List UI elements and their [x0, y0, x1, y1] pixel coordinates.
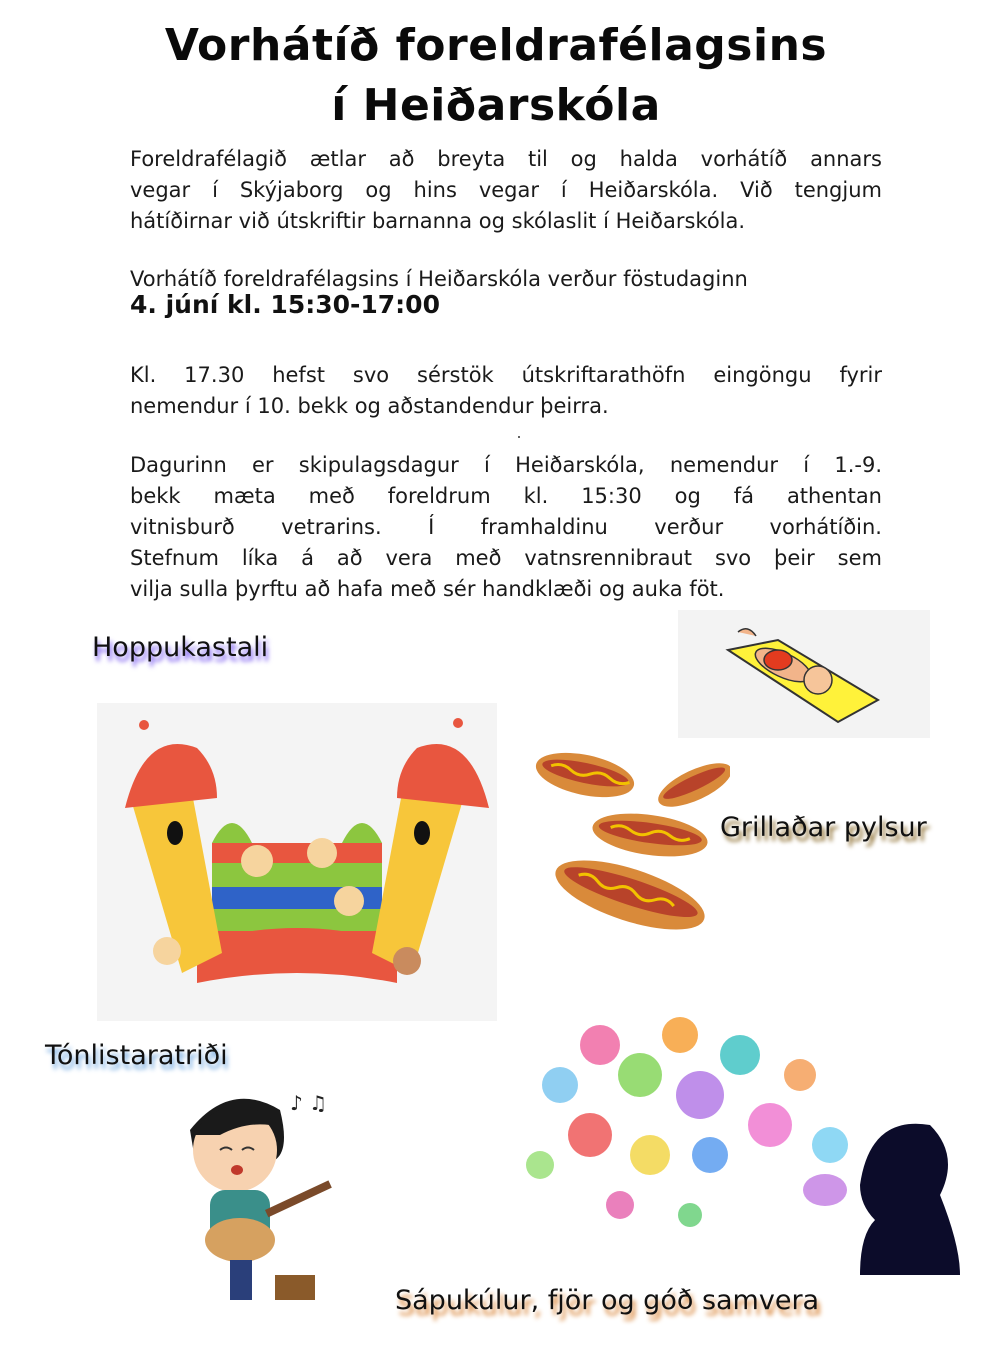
title-line-1: Vorhátíð foreldrafélagsins: [164, 20, 828, 71]
label-bubbles: Sápukúlur, fjör og góð samvera: [395, 1285, 820, 1316]
label-bouncy-castle: Hoppukastali: [92, 632, 269, 663]
soap-bubbles-image: [500, 985, 970, 1275]
graduation-line: nemendur í 10. bekk og aðstandendur þeirra.: [130, 394, 609, 418]
intro-line: vegar í Skýjaborg og hins vegar í Heiðarskóla. Við tengjum: [130, 178, 882, 202]
intro-paragraph: [130, 144, 882, 237]
water-slide-kid-image: [678, 610, 930, 738]
hotdogs-image: [530, 740, 730, 940]
graduation-line: Kl. 17.30 hefst svo sérstök útskriftarathöfn eingöngu fyrir: [130, 363, 882, 387]
svg-text:♪ ♫: ♪ ♫: [290, 1091, 328, 1115]
label-hotdogs: Grillaðar pylsur: [720, 812, 927, 843]
bouncy-castle-image: [97, 703, 497, 1021]
graduation-paragraph: [130, 360, 882, 422]
details-line: vilja sulla þyrftu að hafa með sér handklæði og auka föt.: [130, 577, 725, 601]
title-line-2: í Heiðarskóla: [331, 80, 661, 131]
event-date: 4. júní kl. 15:30-17:00: [130, 290, 440, 319]
details-line: Dagurinn er skipulagsdagur í Heiðarskóla, nemendur í 1.-9.: [130, 453, 882, 477]
intro-line: hátíðirnar við útskriftir barnanna og skólaslit í Heiðarskóla.: [130, 209, 746, 233]
details-line: bekk mæta með foreldrum kl. 15:30 og fá athentan: [130, 484, 882, 508]
details-line: vitnisburð vetrarins. Í framhaldinu verður vorhátíðin.: [130, 515, 882, 539]
details-paragraph: [130, 450, 882, 605]
guitar-boy-image: [180, 1080, 350, 1310]
label-music: Tónlistaratriði: [45, 1040, 228, 1071]
details-line: Stefnum líka á að vera með vatnsrennibraut svo þeir sem: [130, 546, 882, 570]
announcement-line: Vorhátíð foreldrafélagsins í Heiðarskóla verður föstudaginn: [130, 267, 748, 291]
intro-line: Foreldrafélagið ætlar að breyta til og halda vorhátíð annars: [130, 147, 882, 171]
stray-dot: [518, 436, 520, 438]
